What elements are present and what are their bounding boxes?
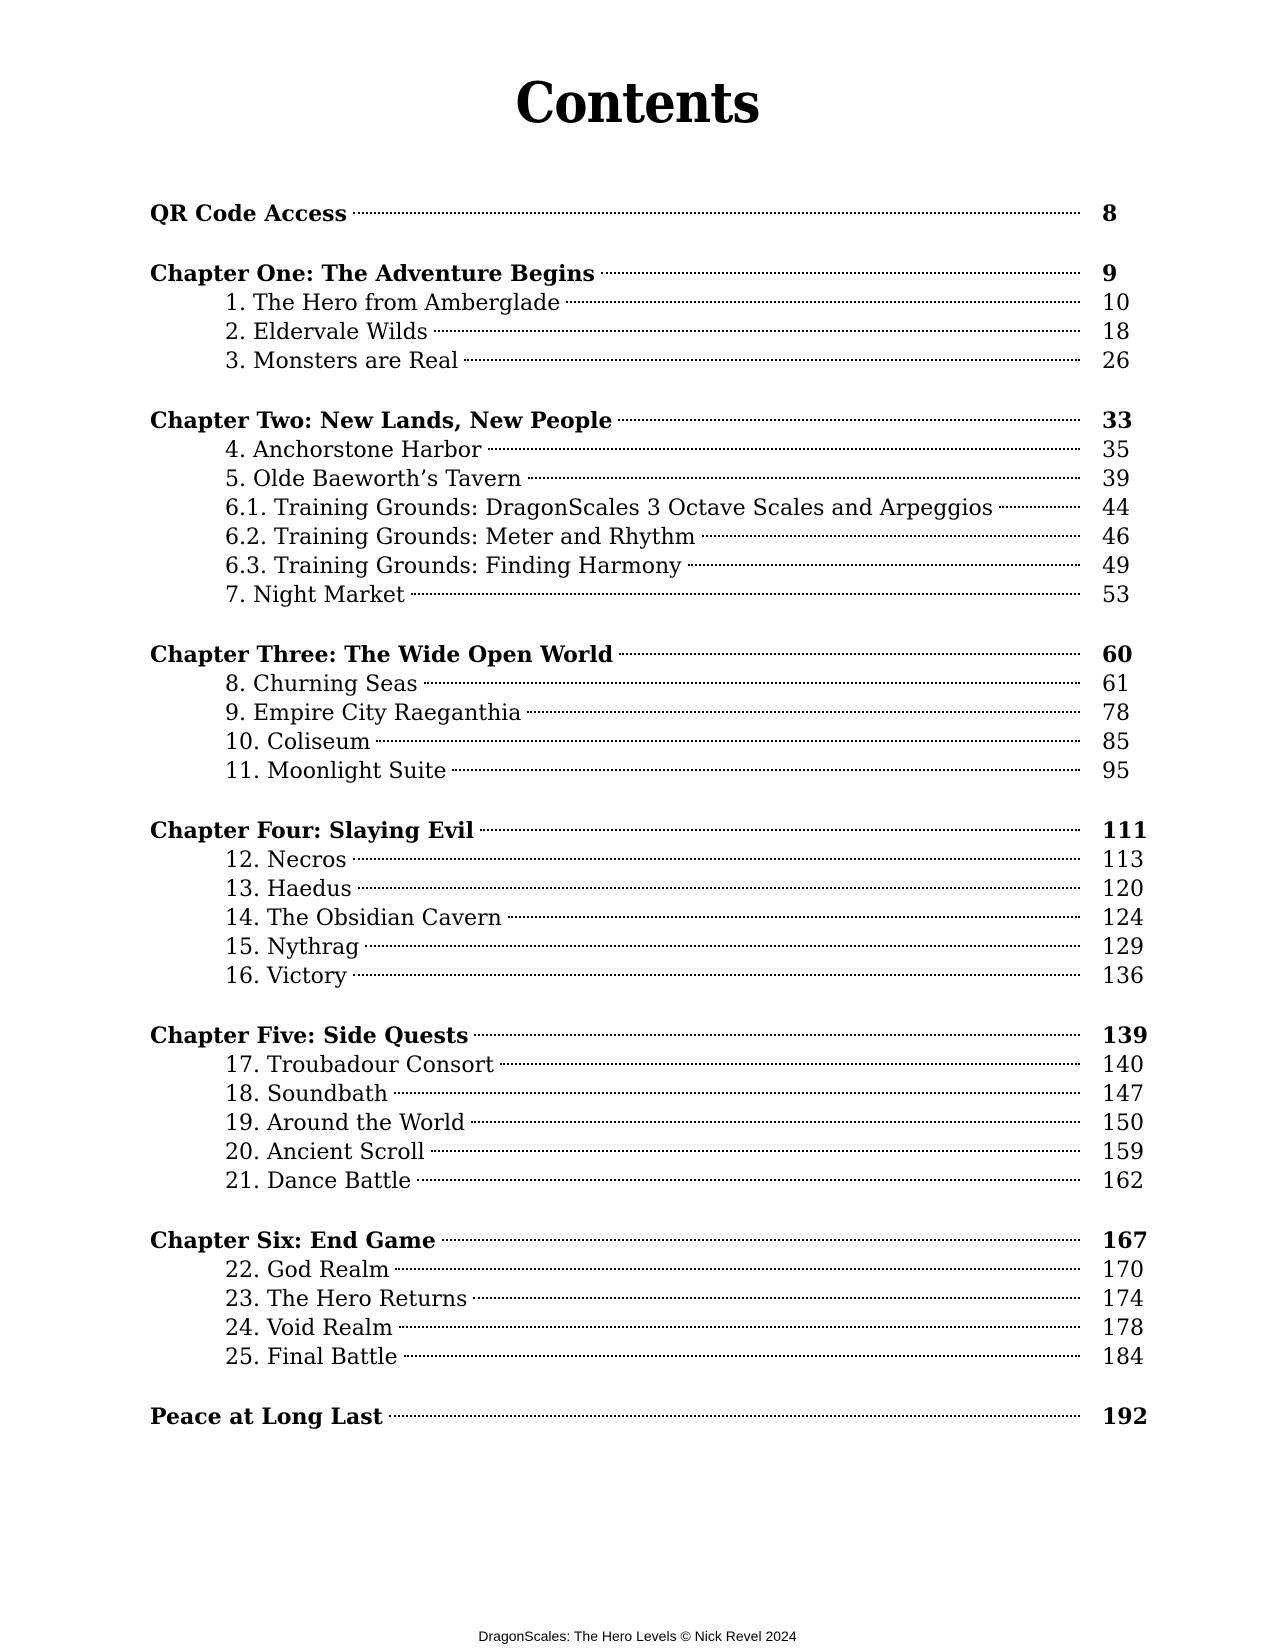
toc-group (150, 192, 1140, 227)
toc-entry-title: 1. The Hero from Amberglade (225, 291, 561, 316)
toc-chapter-entry (150, 252, 1140, 287)
toc-dot-leader (394, 1072, 1080, 1101)
toc-section-entry (150, 838, 1144, 873)
toc-page-number: 192 (1102, 1404, 1148, 1430)
toc-page-number: 120 (1102, 877, 1144, 902)
toc-entry-title: 13. Haedus (225, 877, 352, 902)
toc-group (150, 633, 1140, 784)
toc-section-entry (150, 457, 1140, 492)
toc-entry-title: 22. God Realm (225, 1258, 390, 1283)
toc-chapter-entry (150, 192, 1140, 227)
toc-section-entry (150, 749, 1140, 784)
toc-dot-leader (488, 428, 1080, 457)
toc-entry-title: 7. Night Market (225, 583, 405, 608)
toc-entry-title: 5. Olde Baeworth’s Tavern (225, 467, 522, 492)
toc-dot-leader (528, 457, 1080, 486)
toc-page-number: 159 (1102, 1140, 1144, 1165)
toc-page-number: 167 (1102, 1228, 1148, 1254)
toc-entry-title: 16. Victory (225, 964, 347, 989)
toc-page-number: 9 (1102, 261, 1118, 287)
toc-page-number: 95 (1102, 759, 1130, 784)
toc-dot-leader (353, 192, 1080, 221)
toc-dot-leader (464, 339, 1080, 368)
toc-section-entry (150, 1277, 1144, 1312)
toc-dot-leader (702, 515, 1080, 544)
toc-page-number: 129 (1102, 935, 1144, 960)
toc-dot-leader (442, 1219, 1080, 1248)
toc-entry-title: 2. Eldervale Wilds (225, 320, 428, 345)
toc-entry-title: 6.3. Training Grounds: Finding Harmony (225, 554, 682, 579)
toc-dot-leader (999, 486, 1080, 515)
toc-section-entry (150, 1072, 1144, 1107)
toc-group (150, 399, 1140, 608)
toc-chapter-entry (150, 399, 1140, 434)
toc-dot-leader (500, 1043, 1080, 1072)
toc-group (150, 809, 1148, 989)
toc-section-entry (150, 1335, 1144, 1370)
toc-dot-leader (618, 399, 1080, 428)
toc-page-number: 140 (1102, 1053, 1144, 1078)
toc-page-number: 113 (1102, 848, 1144, 873)
toc-page-number: 46 (1102, 525, 1130, 550)
toc-page-number: 124 (1102, 906, 1144, 931)
toc-page-number: 136 (1102, 964, 1144, 989)
toc-entry-title: 19. Around the World (225, 1111, 466, 1136)
toc-section-entry (150, 1101, 1144, 1136)
toc-entry-title: Chapter Four: Slaying Evil (150, 818, 474, 844)
toc-page-number: 26 (1102, 349, 1130, 374)
toc-dot-leader (376, 720, 1080, 749)
toc-page-number: 150 (1102, 1111, 1144, 1136)
toc-section-entry (150, 544, 1140, 579)
toc-chapter-entry (150, 809, 1148, 844)
toc-dot-leader (434, 310, 1080, 339)
toc-entry-title: 9. Empire City Raeganthia (225, 701, 522, 726)
toc-entry-title: 3. Monsters are Real (225, 349, 459, 374)
toc-dot-leader (424, 662, 1080, 691)
toc-page-number: 44 (1102, 496, 1130, 521)
toc-page-number: 111 (1102, 818, 1148, 844)
toc-section-entry (150, 515, 1140, 550)
toc-page-number: 60 (1102, 642, 1133, 668)
toc-page-number: 162 (1102, 1169, 1144, 1194)
toc-entry-title: QR Code Access (150, 201, 347, 227)
toc-chapter-entry (150, 1219, 1148, 1254)
toc-page-number: 170 (1102, 1258, 1144, 1283)
toc-section-entry (150, 1159, 1144, 1194)
toc-section-entry (150, 954, 1144, 989)
toc-entry-title: 23. The Hero Returns (225, 1287, 468, 1312)
toc-page-number: 78 (1102, 701, 1130, 726)
toc-section-entry (150, 339, 1140, 374)
toc-entry-title: Chapter Three: The Wide Open World (150, 642, 614, 668)
toc-page-number: 33 (1102, 408, 1133, 434)
toc-section-entry (150, 1306, 1144, 1341)
toc-section-entry (150, 720, 1140, 755)
toc-page-number: 10 (1102, 291, 1130, 316)
toc-group (150, 1014, 1148, 1194)
toc-dot-leader (353, 838, 1080, 867)
toc-section-entry (150, 281, 1140, 316)
toc-section-entry (150, 1043, 1144, 1078)
toc-page-number: 178 (1102, 1316, 1144, 1341)
toc-dot-leader (473, 1277, 1080, 1306)
toc-dot-leader (417, 1159, 1080, 1188)
toc-dot-leader (395, 1248, 1080, 1277)
toc-entry-title: Chapter One: The Adventure Begins (150, 261, 595, 287)
toc-page-number: 61 (1102, 672, 1130, 697)
toc-entry-title: 8. Churning Seas (225, 672, 418, 697)
toc-entry-title: Chapter Six: End Game (150, 1228, 436, 1254)
toc-page-number: 53 (1102, 583, 1130, 608)
toc-entry-title: 15. Nythrag (225, 935, 360, 960)
toc-section-entry (150, 573, 1140, 608)
toc-page-number: 39 (1102, 467, 1130, 492)
toc-chapter-entry (150, 1395, 1148, 1430)
toc-section-entry (150, 662, 1140, 697)
toc-group (150, 252, 1140, 374)
toc-page-number: 85 (1102, 730, 1130, 755)
toc-section-entry (150, 310, 1140, 345)
toc-section-entry (150, 428, 1140, 463)
toc-chapter-entry (150, 1014, 1148, 1049)
toc-dot-leader (411, 573, 1080, 602)
toc-dot-leader (619, 633, 1080, 662)
toc-entry-title: 11. Moonlight Suite (225, 759, 447, 784)
toc-dot-leader (527, 691, 1080, 720)
table-of-contents (150, 192, 1148, 1455)
toc-entry-title: 24. Void Realm (225, 1316, 393, 1341)
toc-page-number: 49 (1102, 554, 1130, 579)
toc-entry-title: 25. Final Battle (225, 1345, 398, 1370)
toc-dot-leader (431, 1130, 1080, 1159)
toc-section-entry (150, 1248, 1144, 1283)
toc-entry-title: 14. The Obsidian Cavern (225, 906, 502, 931)
toc-section-entry (150, 486, 1140, 521)
toc-entry-title: 6.2. Training Grounds: Meter and Rhythm (225, 525, 696, 550)
toc-entry-title: 4. Anchorstone Harbor (225, 438, 482, 463)
toc-entry-title: 6.1. Training Grounds: DragonScales 3 Octave Scales and Arpeggios (225, 496, 994, 521)
toc-dot-leader (508, 896, 1080, 925)
toc-entry-title: 20. Ancient Scroll (225, 1140, 425, 1165)
toc-dot-leader (389, 1395, 1080, 1424)
toc-chapter-entry (150, 633, 1140, 668)
toc-page-number: 147 (1102, 1082, 1144, 1107)
toc-dot-leader (566, 281, 1080, 310)
toc-group (150, 1219, 1148, 1370)
toc-page-number: 184 (1102, 1345, 1144, 1370)
toc-entry-title: 12. Necros (225, 848, 347, 873)
toc-entry-title: Chapter Two: New Lands, New People (150, 408, 613, 434)
toc-page-number: 35 (1102, 438, 1130, 463)
toc-section-entry (150, 925, 1144, 960)
toc-section-entry (150, 896, 1144, 931)
toc-entry-title: 18. Soundbath (225, 1082, 388, 1107)
toc-dot-leader (353, 954, 1080, 983)
toc-dot-leader (404, 1335, 1080, 1364)
toc-group (150, 1395, 1148, 1430)
toc-page-number: 18 (1102, 320, 1130, 345)
toc-dot-leader (480, 809, 1080, 838)
toc-entry-title: Chapter Five: Side Quests (150, 1023, 469, 1049)
toc-dot-leader (365, 925, 1080, 954)
toc-dot-leader (399, 1306, 1080, 1335)
toc-dot-leader (452, 749, 1080, 778)
toc-dot-leader (688, 544, 1080, 573)
toc-section-entry (150, 691, 1140, 726)
page-title: Contents (515, 69, 760, 136)
toc-entry-title: 17. Troubadour Consort (225, 1053, 494, 1078)
page-footer: DragonScales: The Hero Levels © Nick Revel 2024 (478, 1628, 797, 1644)
toc-dot-leader (358, 867, 1080, 896)
toc-dot-leader (471, 1101, 1080, 1130)
toc-entry-title: 21. Dance Battle (225, 1169, 412, 1194)
toc-page-number: 174 (1102, 1287, 1144, 1312)
toc-section-entry (150, 1130, 1144, 1165)
toc-page-number: 8 (1102, 201, 1118, 227)
toc-page-number: 139 (1102, 1023, 1148, 1049)
toc-dot-leader (601, 252, 1080, 281)
toc-entry-title: Peace at Long Last (150, 1404, 383, 1430)
toc-dot-leader (474, 1014, 1080, 1043)
toc-section-entry (150, 867, 1144, 902)
toc-entry-title: 10. Coliseum (225, 730, 371, 755)
